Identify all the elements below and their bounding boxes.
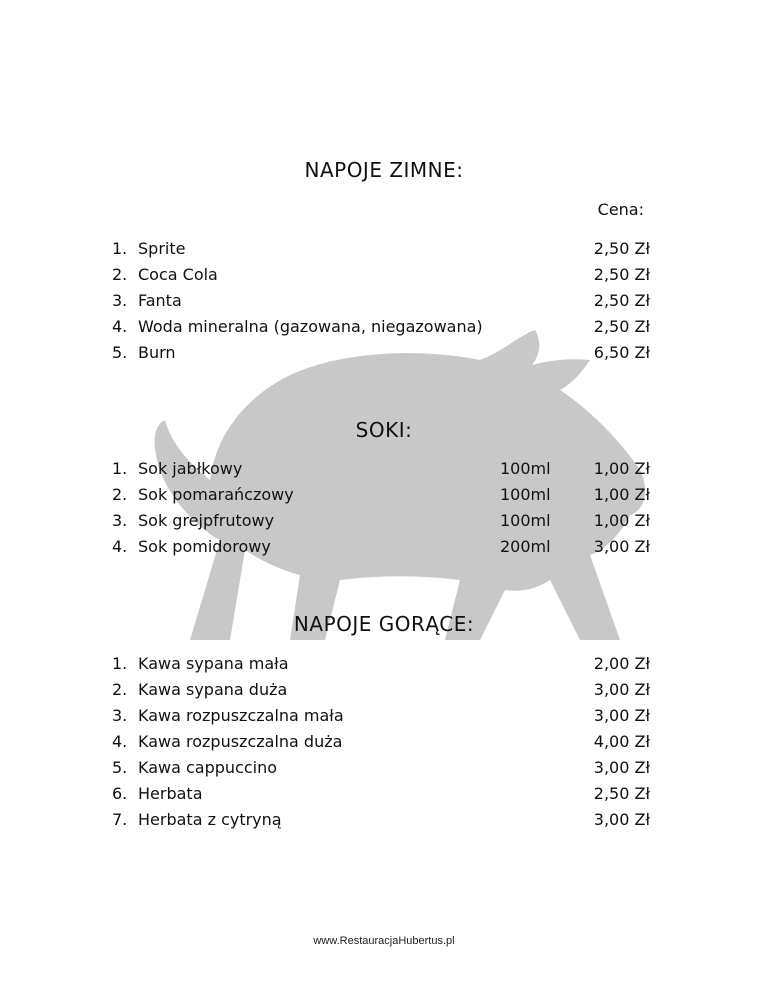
item-number: 7.: [112, 810, 128, 829]
item-number: 3.: [112, 706, 128, 725]
item-name: Herbata z cytryną: [138, 810, 282, 829]
item-name: Woda mineralna (gazowana, niegazowana): [138, 317, 483, 336]
section-title-cold: NAPOJE ZIMNE:: [304, 158, 464, 182]
item-price: 2,50 Zł: [593, 784, 650, 803]
item-number: 3.: [112, 511, 128, 530]
item-name: Kawa cappuccino: [138, 758, 278, 777]
item-price: 1,00 Zł: [593, 485, 650, 504]
item-price: 3,00 Zł: [593, 706, 650, 725]
list-item: [0, 807, 768, 833]
item-name: Burn: [138, 343, 176, 362]
item-price: 3,00 Zł: [593, 758, 650, 777]
section-title-hot: NAPOJE GORĄCE:: [293, 612, 475, 636]
item-number: 1.: [112, 239, 128, 258]
item-name: Sok pomarańczowy: [138, 485, 294, 504]
item-number: 5.: [112, 758, 128, 777]
item-price: 3,00 Zł: [593, 537, 650, 556]
item-price: 2,50 Zł: [593, 291, 650, 310]
item-number: 3.: [112, 291, 128, 310]
list-item: [0, 729, 768, 755]
item-name: Sok pomidorowy: [138, 537, 271, 556]
item-number: 6.: [112, 784, 128, 803]
website-footer: www.RestauracjaHubertus.pl: [313, 935, 455, 947]
item-price: 2,50 Zł: [593, 265, 650, 284]
item-volume: 200ml: [500, 537, 551, 556]
list-item: [0, 703, 768, 729]
list-item: [0, 677, 768, 703]
section-title-juices: SOKI:: [355, 418, 413, 442]
list-item: [0, 508, 768, 534]
item-number: 5.: [112, 343, 128, 362]
item-name: Fanta: [138, 291, 182, 310]
item-price: 2,50 Zł: [593, 239, 650, 258]
item-name: Kawa sypana mała: [138, 654, 289, 673]
item-name: Kawa sypana duża: [138, 680, 288, 699]
item-price: 4,00 Zł: [593, 732, 650, 751]
item-name: Kawa rozpuszczalna mała: [138, 706, 344, 725]
list-item: [0, 456, 768, 482]
item-number: 2.: [112, 680, 128, 699]
list-item: [0, 534, 768, 560]
item-name: Sok grejpfrutowy: [138, 511, 275, 530]
item-number: 4.: [112, 537, 128, 556]
list-item: [0, 288, 768, 314]
item-price: 3,00 Zł: [593, 810, 650, 829]
list-item: [0, 482, 768, 508]
item-name: Kawa rozpuszczalna duża: [138, 732, 343, 751]
item-volume: 100ml: [500, 485, 551, 504]
list-item: [0, 314, 768, 340]
item-number: 1.: [112, 654, 128, 673]
list-item: [0, 262, 768, 288]
item-price: 6,50 Zł: [593, 343, 650, 362]
item-volume: 100ml: [500, 511, 551, 530]
list-item: [0, 651, 768, 677]
price-header: Cena:: [597, 200, 644, 219]
item-price: 2,50 Zł: [593, 317, 650, 336]
item-price: 1,00 Zł: [593, 511, 650, 530]
item-number: 2.: [112, 485, 128, 504]
list-item: [0, 781, 768, 807]
item-number: 4.: [112, 317, 128, 336]
item-name: Sok jabłkowy: [138, 459, 243, 478]
item-number: 2.: [112, 265, 128, 284]
list-item: [0, 340, 768, 366]
item-number: 1.: [112, 459, 128, 478]
item-volume: 100ml: [500, 459, 551, 478]
item-price: 2,00 Zł: [593, 654, 650, 673]
item-name: Coca Cola: [138, 265, 218, 284]
item-number: 4.: [112, 732, 128, 751]
item-price: 1,00 Zł: [593, 459, 650, 478]
item-name: Sprite: [138, 239, 186, 258]
item-name: Herbata: [138, 784, 203, 803]
item-price: 3,00 Zł: [593, 680, 650, 699]
list-item: [0, 755, 768, 781]
list-item: [0, 236, 768, 262]
